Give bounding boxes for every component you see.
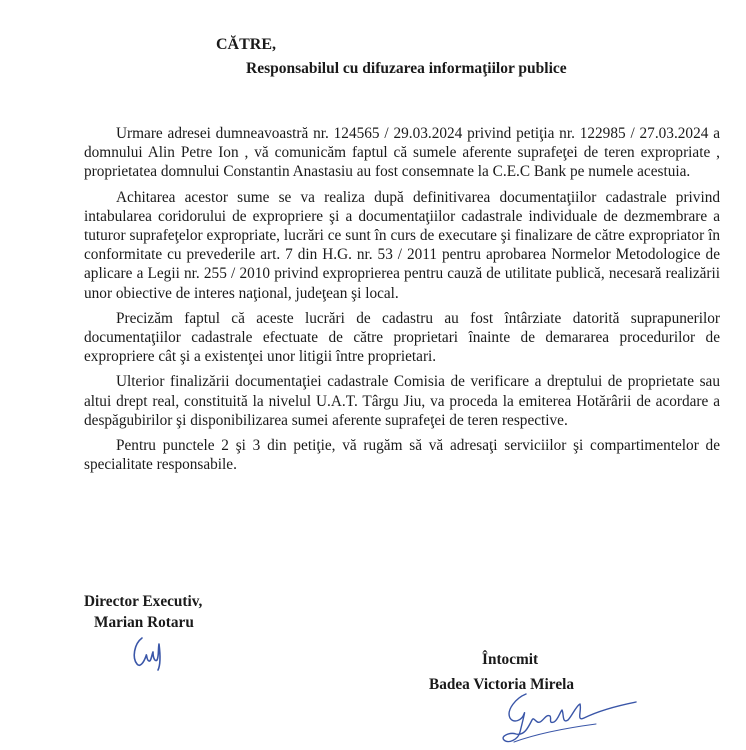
paragraph: Pentru punctele 2 şi 3 din petiţie, vă rugăm să vă adresaţi serviciilor şi compartimentelor de specialitate responsabile. bbox=[84, 437, 720, 474]
paragraph: Achitarea acestor sume se va realiza după definitivarea documentaţiilor cadastrale privind intabularea coridorului de expropriere şi a documentaţiilor cadastrale individuale de dezmembrare a tuturor suprafeţelor expropriate, lucrări ce sunt în curs de executare şi finalizare de către expropriator în conformitate cu prevederile art. 7 din H.G. nr. 53 / 2011 pentru aprobarea Normelor Metodologice de aplicare a Legii nr. 255 / 2010 privind exproprierea pentru cauză de utilitate publică, necesară realizării unor obiective de interes naţional, judeţean şi local. bbox=[84, 188, 720, 302]
paragraph: Urmare adresei dumneavoastră nr. 124565 / 29.03.2024 privind petiţia nr. 122985 / 27.03.2024 a domnului Alin Petre Ion , vă comunicăm faptul că sumele aferente suprafeţei de teren expropriate , proprietatea domnului Constantin Anastasiu au fost consemnate la C.E.C Bank pe numele acestuia. bbox=[84, 125, 720, 181]
preparer-signature-icon bbox=[496, 684, 646, 750]
prepared-by-name: Badea Victoria Mirela bbox=[429, 676, 575, 693]
addressee-label: CĂTRE, bbox=[216, 36, 277, 53]
paragraph: Ulterior finalizării documentaţiei cadastrale Comisia de verificare a dreptului de proprietate sau altui drept real, constituită la nivelul U.A.T. Târgu Jiu, va proceda la emiterea Hotărârii de acordare a despăgubirilor şi disponibilizarea sumei aferente suprafeţei de teren respective. bbox=[84, 373, 720, 429]
paragraph: Precizăm faptul că aceste lucrări de cadastru au fost întârziate datorită suprapunerilor documentaţiilor cadastrale efectuate de către proprietari înainte de demararea procedurilor de expropriere cât şi a existenţei unor litigii între proprietari. bbox=[84, 309, 720, 366]
addressee-recipient: Responsabilul cu difuzarea informaţiilor publice bbox=[246, 60, 567, 77]
prepared-by-label: Întocmit bbox=[482, 651, 539, 668]
director-signature-icon bbox=[128, 628, 170, 672]
director-title: Director Executiv, bbox=[84, 593, 203, 610]
director-name: Marian Rotaru bbox=[94, 614, 194, 631]
director-signature-block bbox=[84, 591, 202, 633]
letter-body bbox=[84, 124, 720, 480]
